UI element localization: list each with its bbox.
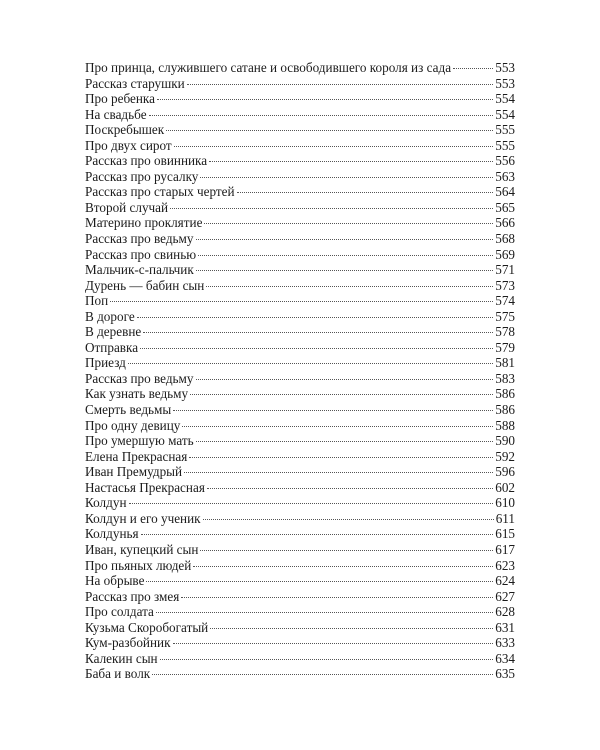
dot-leader <box>137 317 494 318</box>
toc-entry <box>85 107 515 123</box>
toc-entry-page-number: 588 <box>495 417 515 433</box>
toc-entry-title: Приезд <box>85 355 126 371</box>
toc-entry-page-number: 565 <box>495 199 515 215</box>
toc-entry <box>85 386 515 402</box>
toc-entry-page-number: 553 <box>495 75 515 91</box>
toc-entry-page-number: 575 <box>495 308 515 324</box>
toc-entry-page-number: 617 <box>495 541 515 557</box>
dot-leader <box>187 84 493 85</box>
toc-entry-title: Смерть ведьмы <box>85 402 172 418</box>
toc-entry-page-number: 592 <box>495 448 515 464</box>
toc-entry <box>85 480 515 496</box>
toc-entry <box>85 573 515 589</box>
toc-entry-title: Второй случай <box>85 199 169 215</box>
toc-entry-title: Рассказ про ведьму <box>85 231 194 247</box>
toc-entry-page-number: 631 <box>495 619 515 635</box>
toc-entry-page-number: 634 <box>495 650 515 666</box>
dot-leader <box>149 115 494 116</box>
toc-entry-title: В дороге <box>85 308 135 324</box>
toc-entry-page-number: 578 <box>495 324 515 340</box>
toc-entry <box>85 184 515 200</box>
dot-leader <box>146 581 493 582</box>
toc-entry <box>85 278 515 294</box>
toc-entry <box>85 635 515 651</box>
dot-leader <box>181 597 493 598</box>
dot-leader <box>184 472 493 473</box>
toc-entry-page-number: 627 <box>495 588 515 604</box>
toc-entry-title: Про одну девицу <box>85 417 181 433</box>
dot-leader <box>174 146 494 147</box>
toc-entry-page-number: 573 <box>495 277 515 293</box>
toc-entry-page-number: 586 <box>495 386 515 402</box>
toc-entry-title: Материно проклятие <box>85 215 203 231</box>
dot-leader <box>198 255 493 256</box>
toc-entry <box>85 371 515 387</box>
toc-entry <box>85 511 515 527</box>
dot-leader <box>196 379 494 380</box>
toc-entry <box>85 76 515 92</box>
toc-entry-title: Про солдата <box>85 604 154 620</box>
toc-entry-page-number: 624 <box>495 573 515 589</box>
toc-entry <box>85 589 515 605</box>
dot-leader <box>156 612 493 613</box>
dot-leader <box>141 534 494 535</box>
dot-leader <box>173 410 493 411</box>
dot-leader <box>182 426 493 427</box>
table-of-contents <box>85 60 515 682</box>
dot-leader <box>193 566 493 567</box>
toc-entry-title: Мальчик-с-пальчик <box>85 262 194 278</box>
toc-entry-page-number: 579 <box>495 339 515 355</box>
dot-leader <box>200 177 493 178</box>
toc-entry-page-number: 556 <box>495 153 515 169</box>
toc-entry-title: Поскребышек <box>85 122 165 138</box>
toc-entry-page-number: 596 <box>495 464 515 480</box>
dot-leader <box>143 332 493 333</box>
dot-leader <box>196 270 493 271</box>
dot-leader <box>209 161 493 162</box>
toc-entry <box>85 262 515 278</box>
toc-entry <box>85 464 515 480</box>
toc-entry-title: Дурень — бабин сын <box>85 277 205 293</box>
dot-leader <box>196 239 494 240</box>
toc-entry-title: Рассказ про свинью <box>85 246 197 262</box>
toc-entry-page-number: 554 <box>495 91 515 107</box>
toc-entry-title: Рассказ про старых чертей <box>85 184 235 200</box>
dot-leader <box>207 488 493 489</box>
dot-leader <box>200 550 493 551</box>
toc-entry-title: Баба и волк <box>85 666 151 682</box>
toc-entry-title: Рассказ про змея <box>85 588 180 604</box>
dot-leader <box>189 457 493 458</box>
toc-entry-title: Колдун и его ученик <box>85 510 201 526</box>
toc-entry <box>85 542 515 558</box>
dot-leader <box>140 348 493 349</box>
toc-entry <box>85 122 515 138</box>
toc-entry <box>85 495 515 511</box>
toc-entry-page-number: 610 <box>495 495 515 511</box>
toc-entry-title: Поп <box>85 293 109 309</box>
toc-entry <box>85 138 515 154</box>
toc-entry-title: Рассказ старушки <box>85 75 185 91</box>
toc-entry-title: Отправка <box>85 339 139 355</box>
toc-entry-title: На обрыве <box>85 573 145 589</box>
toc-entry-title: Как узнать ведьму <box>85 386 189 402</box>
toc-entry-page-number: 555 <box>495 122 515 138</box>
dot-leader <box>152 674 493 675</box>
dot-leader <box>453 68 493 69</box>
toc-entry <box>85 418 515 434</box>
toc-entry <box>85 526 515 542</box>
dot-leader <box>170 208 493 209</box>
toc-entry-page-number: 574 <box>495 293 515 309</box>
toc-entry-title: Кум-разбойник <box>85 635 171 651</box>
toc-entry-title: Рассказ про овинника <box>85 153 208 169</box>
toc-entry <box>85 153 515 169</box>
toc-entry-page-number: 628 <box>495 604 515 620</box>
toc-entry-title: Иван Премудрый <box>85 464 183 480</box>
toc-entry-title: В деревне <box>85 324 142 340</box>
toc-entry <box>85 91 515 107</box>
toc-entry <box>85 324 515 340</box>
toc-entry <box>85 558 515 574</box>
toc-entry-page-number: 623 <box>495 557 515 573</box>
toc-entry-title: Рассказ про русалку <box>85 168 199 184</box>
dot-leader <box>190 394 493 395</box>
dot-leader <box>110 301 493 302</box>
toc-entry <box>85 60 515 76</box>
toc-entry-page-number: 611 <box>495 510 515 526</box>
toc-entry <box>85 309 515 325</box>
toc-entry-title: На свадьбе <box>85 106 147 122</box>
toc-entry <box>85 620 515 636</box>
toc-entry <box>85 169 515 185</box>
toc-entry-title: Про ребенка <box>85 91 155 107</box>
toc-entry-page-number: 568 <box>495 231 515 247</box>
toc-entry-page-number: 633 <box>495 635 515 651</box>
toc-entry-page-number: 581 <box>495 355 515 371</box>
toc-entry <box>85 340 515 356</box>
toc-entry <box>85 231 515 247</box>
dot-leader <box>173 643 494 644</box>
toc-entry-page-number: 563 <box>495 168 515 184</box>
toc-entry-page-number: 553 <box>495 60 515 75</box>
dot-leader <box>204 223 493 224</box>
toc-entry-title: Кузьма Скоробогатый <box>85 619 209 635</box>
toc-entry-page-number: 635 <box>495 666 515 682</box>
toc-entry-title: Елена Прекрасная <box>85 448 188 464</box>
dot-leader <box>210 628 493 629</box>
toc-entry <box>85 215 515 231</box>
toc-entry-title: Колдунья <box>85 526 139 542</box>
dot-leader <box>128 363 493 364</box>
toc-entry-page-number: 564 <box>495 184 515 200</box>
toc-entry <box>85 651 515 667</box>
toc-entry-page-number: 566 <box>495 215 515 231</box>
dot-leader <box>166 130 493 131</box>
toc-entry <box>85 604 515 620</box>
dot-leader <box>157 99 493 100</box>
toc-entry-page-number: 590 <box>495 433 515 449</box>
toc-entry <box>85 200 515 216</box>
toc-entry-title: Калекин сын <box>85 650 158 666</box>
toc-entry-title: Иван, купецкий сын <box>85 541 199 557</box>
toc-entry-title: Про принца, служившего сатане и освободившего короля из сада <box>85 60 452 75</box>
dot-leader <box>160 659 494 660</box>
dot-leader <box>203 519 494 520</box>
toc-entry-title: Про умершую мать <box>85 433 194 449</box>
dot-leader <box>196 441 494 442</box>
dot-leader <box>237 192 494 193</box>
toc-entry <box>85 247 515 263</box>
toc-entry-page-number: 555 <box>495 137 515 153</box>
toc-entry-title: Про двух сирот <box>85 137 172 153</box>
toc-entry <box>85 402 515 418</box>
toc-entry <box>85 355 515 371</box>
toc-entry-title: Колдун <box>85 495 127 511</box>
toc-entry <box>85 449 515 465</box>
toc-entry-page-number: 554 <box>495 106 515 122</box>
toc-entry-title: Про пьяных людей <box>85 557 192 573</box>
toc-entry <box>85 433 515 449</box>
dot-leader <box>129 503 494 504</box>
toc-entry-page-number: 586 <box>495 402 515 418</box>
toc-entry <box>85 293 515 309</box>
toc-entry-title: Рассказ про ведьму <box>85 370 194 386</box>
toc-entry <box>85 666 515 682</box>
toc-entry-page-number: 602 <box>495 479 515 495</box>
toc-entry-page-number: 583 <box>495 370 515 386</box>
dot-leader <box>206 286 493 287</box>
toc-entry-page-number: 571 <box>495 262 515 278</box>
toc-entry-page-number: 569 <box>495 246 515 262</box>
toc-entry-page-number: 615 <box>495 526 515 542</box>
toc-entry-title: Настасья Прекрасная <box>85 479 205 495</box>
